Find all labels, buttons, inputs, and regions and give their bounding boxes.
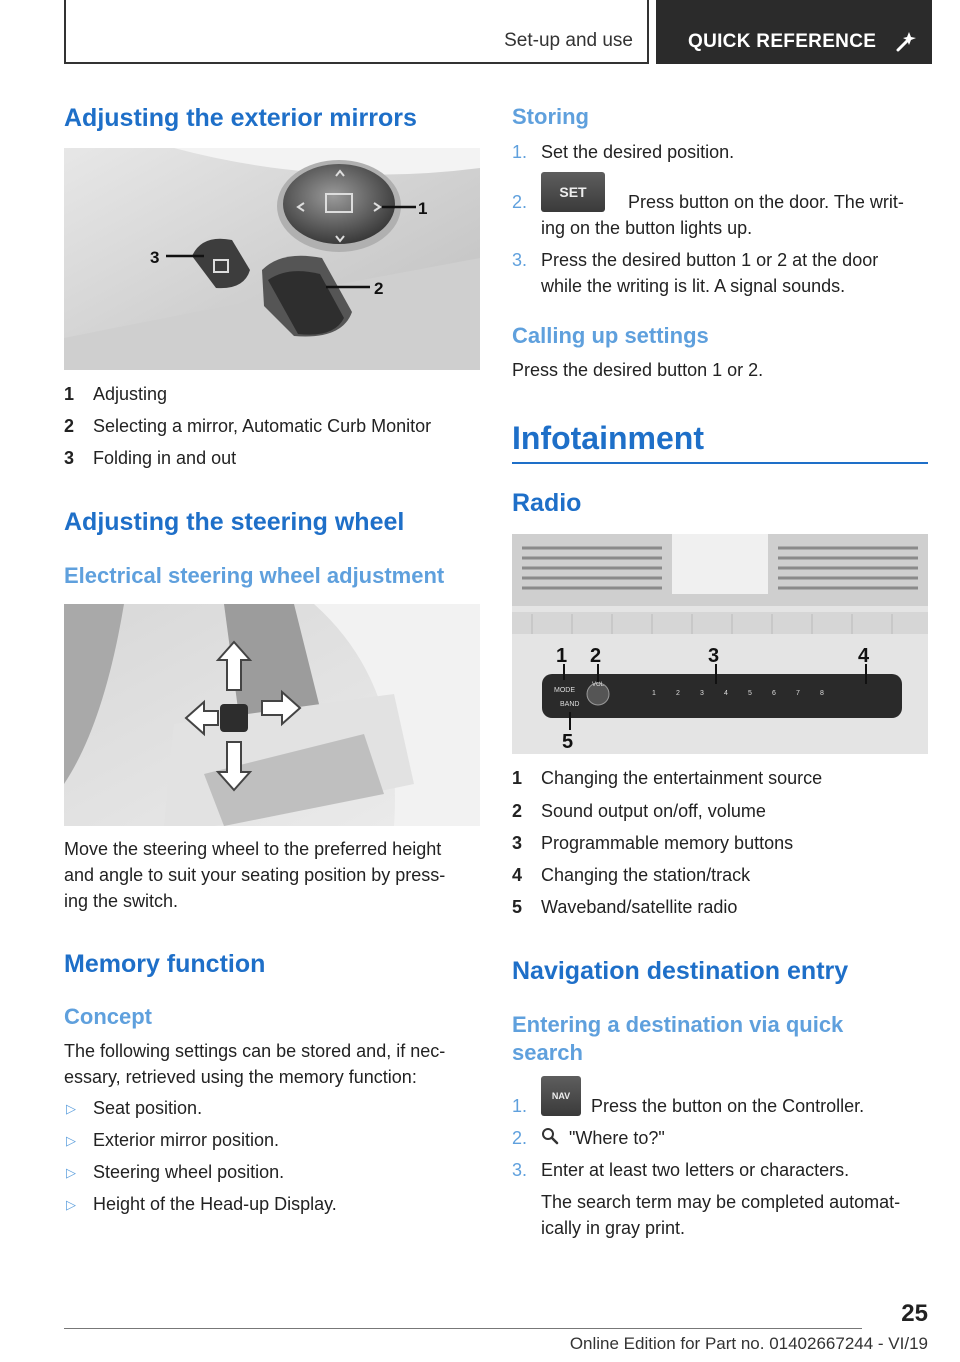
search-icon	[541, 1127, 559, 1145]
wrench-star-icon	[896, 30, 918, 52]
step-text: while the writing is lit. A signal sounds.	[541, 276, 846, 296]
preset-label: 7	[796, 690, 800, 697]
preset-label: 3	[700, 690, 704, 697]
step-text: ing on the button lights up.	[541, 218, 753, 238]
nav-button-icon: NAV	[541, 1076, 581, 1116]
step-text: Press the button on the Controller.	[591, 1096, 865, 1116]
steering-switch-photo	[64, 604, 480, 826]
mirrors-title: Adjusting the exterior mirrors	[64, 104, 417, 132]
legend-label: Folding in and out	[93, 448, 237, 468]
footer-edition: Online Edition for Part no. 01402667244 - VI/19	[569, 1334, 928, 1353]
legend-number: 1	[64, 384, 75, 404]
callout-3: 3	[150, 248, 160, 267]
preset-label: 2	[676, 690, 680, 697]
set-button-icon: SET	[541, 172, 605, 212]
step-number: 1.	[512, 1096, 528, 1116]
callout-5: 5	[562, 731, 574, 753]
legend-number: 3	[64, 448, 75, 468]
bullet-triangle-icon: ▷	[66, 1133, 76, 1148]
infotainment-rule	[512, 462, 928, 464]
step-text: "Where to?"	[569, 1128, 665, 1148]
preset-label: 6	[772, 690, 776, 697]
memory-body-line: essary, retrieved using the memory function:	[64, 1067, 417, 1087]
radio-panel-photo	[512, 534, 928, 754]
storing-title: Storing	[512, 104, 589, 129]
footer-rule	[64, 1328, 862, 1329]
callout-1: 1	[418, 199, 428, 218]
preset-label: 1	[652, 690, 656, 697]
bullet-item: Exterior mirror position.	[93, 1130, 280, 1150]
radio-title: Radio	[512, 489, 582, 517]
body-line: ing the switch.	[64, 891, 179, 911]
step-number: 3.	[512, 250, 528, 270]
section-tab	[64, 0, 649, 64]
section-label: Set-up and use	[504, 30, 633, 51]
mirror-controls-photo	[64, 148, 480, 370]
legend-number: 1	[512, 768, 523, 788]
calling-body: Press the desired button 1 or 2.	[512, 360, 764, 380]
steering-title: Adjusting the steering wheel	[64, 508, 405, 536]
nav-subtitle: search	[512, 1040, 583, 1065]
preset-label: 5	[748, 690, 752, 697]
legend-label: Selecting a mirror, Automatic Curb Monitor	[93, 416, 432, 436]
preset-label: 8	[820, 690, 824, 697]
nav-subtitle: Entering a destination via quick	[512, 1012, 844, 1037]
step-number: 1.	[512, 142, 528, 162]
step-number: 2.	[512, 1128, 528, 1148]
step-text: Set the desired position.	[541, 142, 735, 162]
legend-label: Adjusting	[93, 384, 168, 404]
mode-label: MODE	[554, 687, 575, 694]
legend-label: Waveband/satellite radio	[541, 897, 738, 917]
bullet-item: Height of the Head-up Display.	[93, 1194, 337, 1214]
legend-label: Changing the station/track	[541, 865, 751, 885]
bullet-triangle-icon: ▷	[66, 1197, 76, 1212]
step-number: 3.	[512, 1160, 528, 1180]
step-number: 2.	[512, 192, 528, 212]
callout-2: 2	[590, 645, 602, 667]
memory-subtitle: Concept	[64, 1004, 152, 1029]
step-text: Enter at least two letters or characters.	[541, 1160, 850, 1180]
bullet-item: Steering wheel position.	[93, 1162, 285, 1182]
step-note: The search term may be completed automat-	[541, 1192, 901, 1212]
infotainment-title: Infotainment	[512, 420, 704, 456]
legend-number: 3	[512, 833, 523, 853]
calling-title: Calling up settings	[512, 323, 709, 348]
step-note: ically in gray print.	[541, 1218, 686, 1238]
band-label: BAND	[560, 701, 580, 708]
legend-number: 2	[512, 801, 523, 821]
legend-label: Sound output on/off, volume	[541, 801, 766, 821]
steering-subtitle: Electrical steering wheel adjustment	[64, 563, 445, 588]
callout-1: 1	[556, 645, 568, 667]
body-line: and angle to suit your seating position by press-	[64, 865, 446, 885]
page-number: 25	[901, 1300, 928, 1327]
bullet-triangle-icon: ▷	[66, 1101, 76, 1116]
quick-reference-label: QUICK REFERENCE	[688, 31, 877, 52]
legend-label: Changing the entertainment source	[541, 768, 823, 788]
memory-body-line: The following settings can be stored and, if nec-	[64, 1041, 446, 1061]
body-line: Move the steering wheel to the preferred height	[64, 839, 442, 859]
legend-number: 5	[512, 897, 523, 917]
callout-4: 4	[858, 645, 870, 667]
memory-title: Memory function	[64, 950, 266, 978]
callout-2: 2	[374, 279, 384, 298]
vol-label: VOL	[592, 682, 605, 688]
bullet-triangle-icon: ▷	[66, 1165, 76, 1180]
legend-number: 2	[64, 416, 75, 436]
step-text: Press button on the door. The writ-	[628, 192, 904, 212]
nav-title: Navigation destination entry	[512, 957, 849, 985]
bullet-item: Seat position.	[93, 1098, 203, 1118]
step-text: Press the desired button 1 or 2 at the door	[541, 250, 879, 270]
preset-label: 4	[724, 690, 728, 697]
legend-number: 4	[512, 865, 523, 885]
legend-label: Programmable memory buttons	[541, 833, 794, 853]
callout-3: 3	[708, 645, 720, 667]
quick-reference-tab[interactable]	[656, 0, 932, 64]
